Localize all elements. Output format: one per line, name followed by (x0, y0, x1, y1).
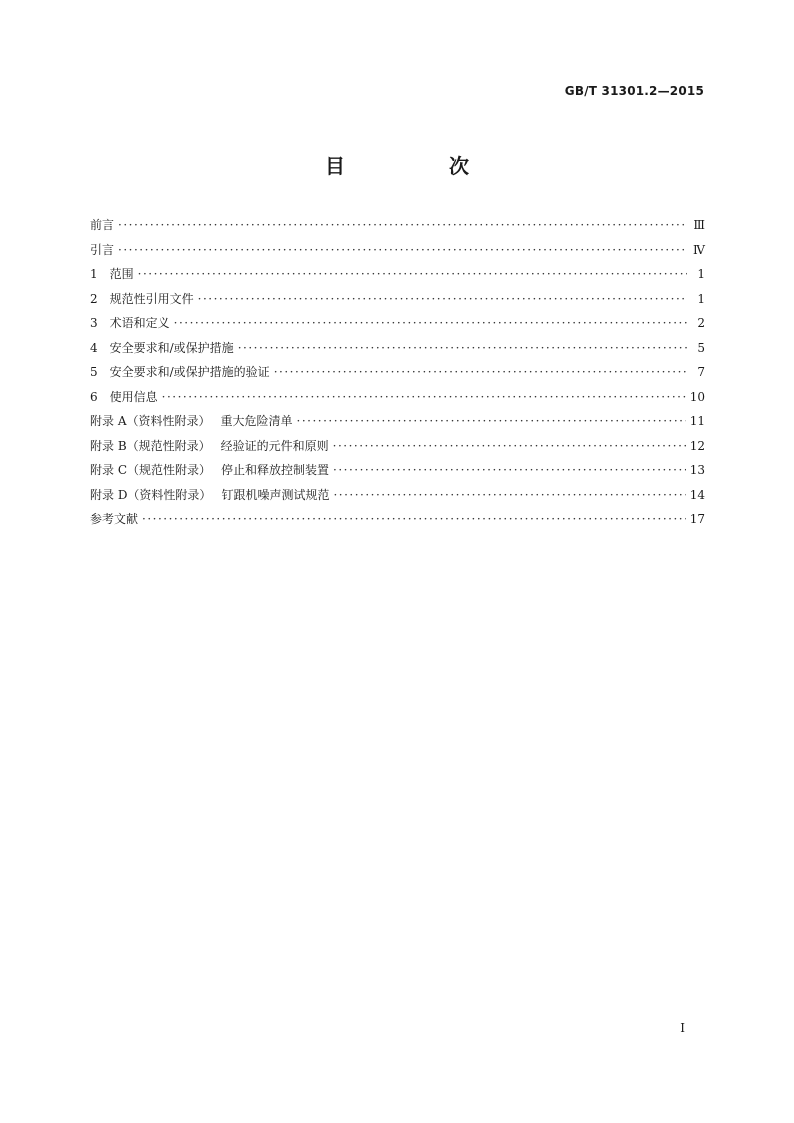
toc-dot-leader (238, 341, 687, 355)
toc-entry[interactable] (90, 461, 705, 486)
toc-entry-title: 经验证的元件和原则 (220, 438, 329, 453)
toc-entry[interactable] (90, 388, 705, 413)
toc-dot-leader (118, 243, 687, 257)
toc-dot-leader (198, 292, 687, 306)
toc-entry-page: 1 (697, 291, 705, 306)
toc-entry-page: 10 (689, 389, 705, 404)
toc-entry-title: 重大危险清单 (220, 414, 293, 428)
toc-dot-leader (162, 390, 686, 404)
toc-entry-label (90, 486, 333, 503)
toc-entry-title: 安全要求和/或保护措施的验证 (109, 365, 270, 379)
toc-entry[interactable] (90, 363, 705, 388)
toc-dot-leader (333, 439, 686, 453)
toc-entry-label (90, 461, 333, 478)
toc-dot-leader (142, 512, 686, 526)
toc-entry-title: 前言 (90, 218, 115, 232)
toc-entry[interactable] (90, 241, 705, 266)
toc-entry[interactable] (90, 486, 705, 511)
toc-entry-label (90, 241, 118, 258)
toc-dot-leader (174, 316, 687, 330)
toc-entry-page: 17 (689, 512, 705, 526)
toc-entry-annex: 附录 D（资料性附录） (90, 487, 212, 502)
toc-entry[interactable] (90, 314, 705, 339)
toc-entry[interactable] (90, 437, 705, 462)
toc-entry[interactable] (90, 290, 705, 315)
toc-entry[interactable] (90, 216, 705, 241)
toc-entry-number: 5 (90, 365, 98, 379)
toc-dot-leader (297, 414, 686, 428)
toc-entry-label (90, 265, 138, 282)
toc-entry-title: 引言 (90, 242, 115, 257)
toc-entry-label (90, 388, 162, 405)
toc-entry-number: 2 (90, 291, 98, 306)
toc-entry-page: Ⅳ (693, 242, 705, 257)
toc-dot-leader (118, 218, 687, 232)
toc-entry-annex: 附录 A（资料性附录） (90, 414, 211, 428)
toc-entry-number: 6 (90, 389, 98, 404)
toc-entry-page: 12 (689, 438, 705, 453)
toc-dot-leader (333, 463, 686, 477)
toc-entry-page: Ⅲ (693, 218, 705, 232)
toc-entry-title: 范围 (109, 267, 134, 281)
toc-entry-title: 停止和释放控制装置 (221, 463, 330, 477)
toc-entry-title: 术语和定义 (109, 316, 170, 330)
toc-entry-title: 规范性引用文件 (109, 291, 194, 306)
toc-entry-number: 1 (90, 267, 98, 281)
toc-entry-title: 安全要求和/或保护措施 (109, 340, 234, 355)
toc-entry[interactable] (90, 510, 705, 535)
toc-entry-page: 1 (697, 267, 705, 281)
toc-entry-label (90, 314, 174, 331)
page-title: 目 次 (325, 154, 511, 178)
toc-entry-page: 13 (689, 463, 705, 477)
toc-entry[interactable] (90, 412, 705, 437)
toc-entry-title: 参考文献 (90, 512, 139, 526)
toc-dot-leader (333, 488, 685, 502)
toc-entry-page: 7 (697, 365, 705, 379)
toc-entry[interactable] (90, 265, 705, 290)
toc-entry-label (90, 437, 333, 454)
toc-entry-page: 5 (697, 340, 705, 355)
toc-entry-page: 14 (689, 487, 705, 502)
toc-entry-label (90, 510, 142, 527)
toc-entry-label (90, 412, 297, 429)
document-code: GB/T 31301.2—2015 (564, 84, 704, 98)
toc-entry-label (90, 339, 238, 356)
toc-entry-label (90, 290, 198, 307)
toc-entry-label (90, 216, 118, 233)
toc-entry-title: 钉跟机噪声测试规范 (221, 487, 330, 502)
toc-entry-title: 使用信息 (109, 389, 158, 404)
toc-entry-number: 3 (90, 316, 98, 330)
toc-entry[interactable] (90, 339, 705, 364)
toc-entry-label (90, 363, 274, 380)
toc-entry-annex: 附录 B（规范性附录） (90, 438, 211, 453)
toc-dot-leader (138, 267, 687, 281)
toc-entry-annex: 附录 C（规范性附录） (90, 463, 211, 477)
table-of-contents (90, 216, 705, 535)
page-number: I (680, 1021, 685, 1035)
toc-dot-leader (274, 365, 687, 379)
toc-entry-page: 2 (697, 316, 705, 330)
toc-entry-page: 11 (689, 414, 705, 428)
toc-entry-number: 4 (90, 340, 98, 355)
